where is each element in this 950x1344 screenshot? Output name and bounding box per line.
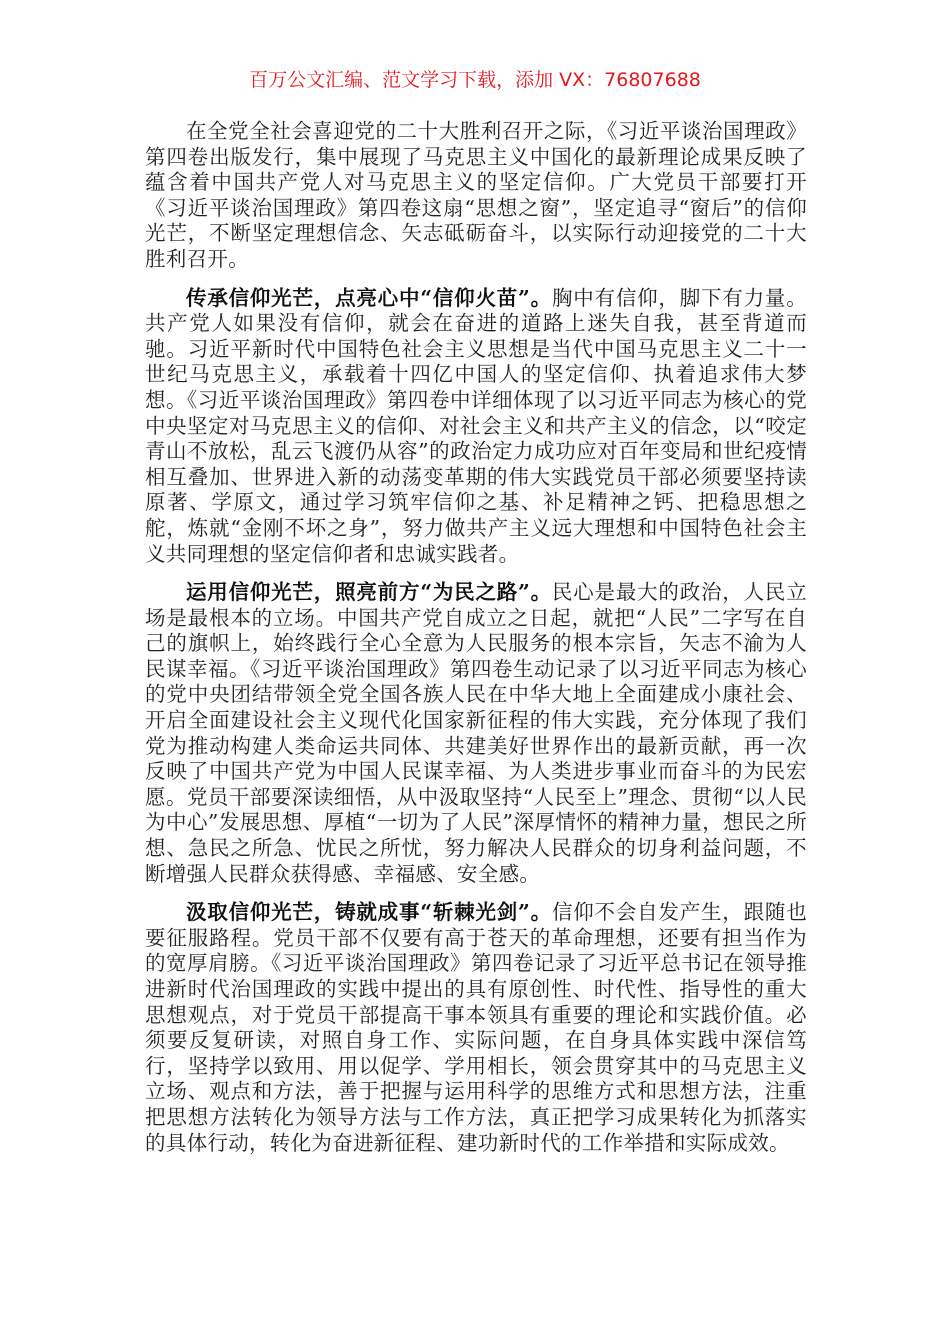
- paragraph-text: 信仰不会自发产生，跟随也要征服路程。党员干部不仅要有高于苍天的革命理想，还要有担当作为的宽厚肩膀。《习近平谈治国理政》第四卷记录了习近平总书记在领导推进新时代治国理政的实践中提出的具有原创性、时代性、指导性的重大思想观点，对于党员干部提高干事本领具有重要的理论和实践价值。必须要反复研读，对照自身工作、实际问题，在自身具体实践中深信笃行，坚持学以致用、用以促学、学用相长，领会贯穿其中的马克思主义立场、观点和方法，善于把握与运用科学的思维方式和思想方法，注重把思想方法转化为领导方法与工作方法，真正把学习成果转化为抓落实的具体行动，转化为奋进新征程、建功新时代的工作举措和实际成效。: [145, 900, 808, 1155]
- document-body: [145, 119, 807, 1169]
- watermark-header: 百万公文汇编、范文学习下载，添加 VX：76807688: [249, 69, 701, 91]
- paragraph-lead: 运用信仰光芒，照亮前方“为民之路”。: [186, 580, 552, 605]
- paragraph-text: 在全党全社会喜迎党的二十大胜利召开之际，《习近平谈治国理政》第四卷出版发行，集中展现了马克思主义中国化的最新理论成果反映了蕴含着中国共产党人对马克思主义的坚定信仰。广大党员干部要打开《习近平谈治国理政》第四卷这扇“思想之窗”，坚定追寻“窗后”的信仰光芒，不断坚定理想信念、矢志砥砺奋斗，以实际行动迎接党的二十大胜利召开。: [145, 119, 807, 271]
- section-paragraph-1: [145, 286, 807, 568]
- paragraph-text: 胸中有信仰，脚下有力量。共产党人如果没有信仰，就会在奋进的道路上迷失自我，甚至背道而驰。习近平新时代中国特色社会主义思想是当代中国马克思主义二十一世纪马克思主义，承载着十四亿中国人的坚定信仰、执着追求伟大梦想。《习近平谈治国理政》第四卷中详细体现了以习近平同志为核心的党中央坚定对马克思主义的信仰、对社会主义和共产主义的信念，以“咬定青山不放松，乱云飞渡仍从容”的政治定力成功应对百年变局和世纪疫情相互叠加、世界进入新的动荡变革期的伟大实践党员干部必须要坚持读原著、学原文，通过学习筑牢信仰之基、补足精神之钙、把稳思想之舵，炼就“金刚不坏之身”，努力做共产主义远大理想和中国特色社会主义共同理想的坚定信仰者和忠诚实践者。: [145, 285, 808, 566]
- intro-paragraph: [145, 119, 807, 273]
- paragraph-lead: 传承信仰光芒，点亮心中“信仰火苗”。: [186, 285, 552, 310]
- paragraph-text: 民心是最大的政治，人民立场是最根本的立场。中国共产党自成立之日起，就把“人民”二字写在自己的旗帜上，始终践行全心全意为人民服务的根本宗旨，矢志不渝为人民谋幸福。《习近平谈治国理政》第四卷生动记录了以习近平同志为核心的党中央团结带领全党全国各族人民在中华大地上全面建成小康社会、开启全面建设社会主义现代化国家新征程的伟大实践，充分体现了我们党为推动构建人类命运共同体、共建美好世界作出的最新贡献，再一次反映了中国共产党为中国人民谋幸福、为人类进步事业而奋斗的为民宏愿。党员干部要深读细悟，从中汲取坚持“人民至上”理念、贯彻“以人民为中心”发展思想、厚植“一切为了人民”深厚情怀的精神力量，想民之所想、急民之所急、忧民之所忧，努力解决人民群众的切身利益问题，不断增强人民群众获得感、幸福感、安全感。: [145, 580, 808, 886]
- section-paragraph-3: [145, 900, 807, 1156]
- paragraph-lead: 汲取信仰光芒，铸就成事“斩棘光剑”。: [186, 900, 552, 925]
- section-paragraph-2: [145, 580, 807, 887]
